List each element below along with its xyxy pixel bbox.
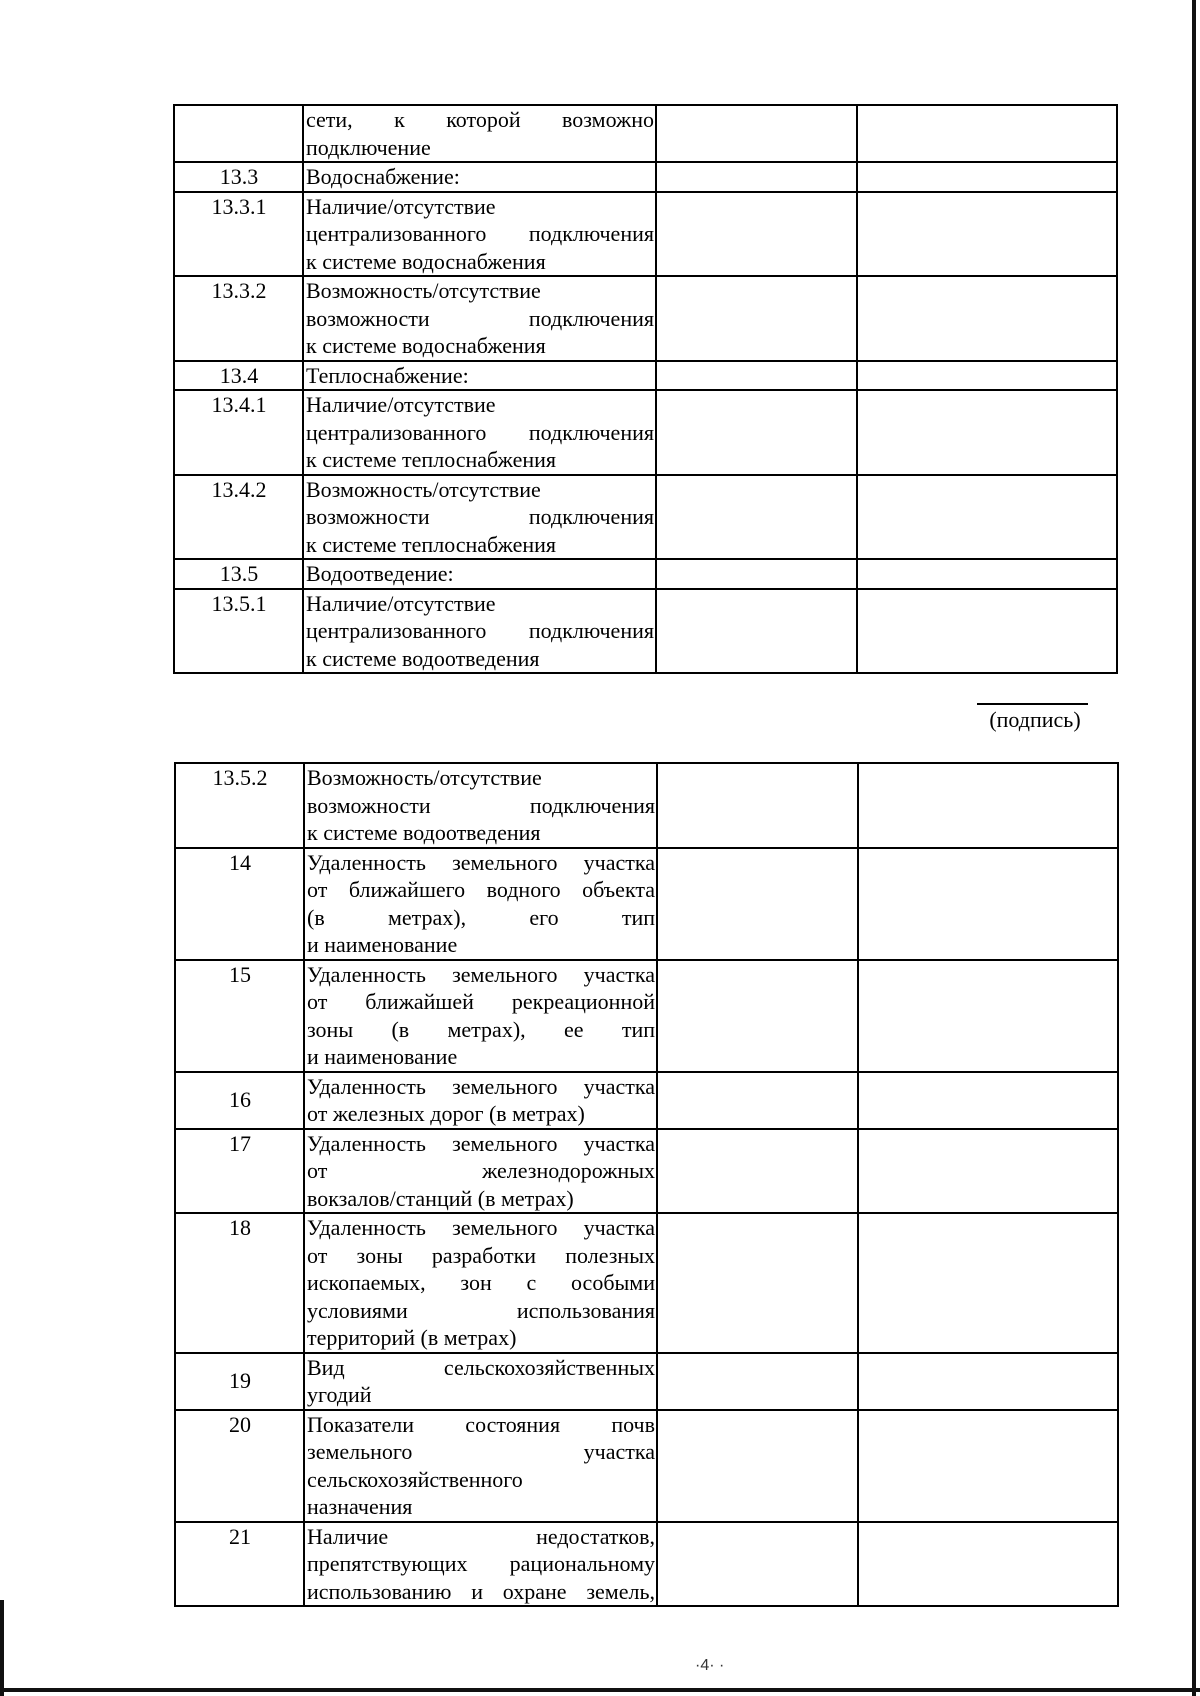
row-description [304, 1410, 657, 1522]
table-row [175, 1410, 1118, 1522]
note-cell [857, 276, 1117, 361]
value-cell [656, 105, 857, 162]
note-cell [858, 1072, 1118, 1129]
description-line: централизованного подключения [306, 419, 654, 445]
value-cell [656, 162, 857, 192]
value-cell [657, 960, 858, 1072]
table-row [175, 848, 1118, 960]
table-row [174, 390, 1117, 475]
description-line: ископаемых, зон с особыми [307, 1270, 655, 1295]
table-row [174, 276, 1117, 361]
note-cell [858, 960, 1118, 1072]
description-line: от железнодорожных [307, 1158, 655, 1183]
description-line: Возможность/отсутствие [307, 765, 542, 790]
description-line: и наименование [307, 1044, 458, 1069]
description-line: сельскохозяйственного [307, 1466, 523, 1492]
row-description [304, 1072, 657, 1129]
description-line: Наличие/отсутствие [306, 392, 496, 417]
row-number: 13.4 [174, 361, 303, 391]
signature-line [977, 703, 1088, 705]
table-row [174, 361, 1117, 391]
description-line: Наличие недостатков, [307, 1523, 655, 1549]
value-cell [657, 848, 858, 960]
row-description [304, 960, 657, 1072]
description-line: Наличие/отсутствие [306, 590, 496, 616]
table-row [174, 475, 1117, 560]
note-cell [858, 1129, 1118, 1214]
description-line: и наименование [307, 932, 458, 957]
table-row [175, 1522, 1118, 1607]
table-row [175, 763, 1118, 848]
note-cell [858, 1410, 1118, 1522]
note-cell [858, 763, 1118, 848]
value-cell [656, 361, 857, 391]
value-cell [656, 589, 857, 674]
description-line: возможности подключения [306, 305, 654, 331]
row-number: 13.3.2 [174, 276, 303, 361]
table-row [175, 1213, 1118, 1353]
description-line: назначения [307, 1494, 413, 1519]
description-line: к системе водоснабжения [306, 333, 546, 358]
row-number: 21 [175, 1522, 304, 1607]
table-row [175, 1129, 1118, 1214]
row-description [303, 589, 656, 674]
note-cell [857, 390, 1117, 475]
description-line: Возможность/отсутствие [306, 278, 541, 303]
description-line: Возможность/отсутствие [306, 476, 541, 502]
description-line: земельного участка [307, 1439, 655, 1464]
row-description [304, 1129, 657, 1214]
row-number [174, 105, 303, 162]
scan-border-right [1192, 0, 1196, 1696]
description-line: Водоотведение: [306, 561, 454, 586]
note-cell [857, 162, 1117, 192]
description-line: территорий (в метрах) [307, 1325, 517, 1350]
note-cell [858, 1522, 1118, 1607]
description-line: Показатели состояния почв [307, 1411, 655, 1437]
row-number: 13.5.1 [174, 589, 303, 674]
description-line: Вид сельскохозяйственных [307, 1354, 655, 1380]
note-cell [857, 105, 1117, 162]
row-description [303, 475, 656, 560]
row-description [303, 559, 656, 589]
note-cell [857, 589, 1117, 674]
note-cell [857, 361, 1117, 391]
description-line: от зоны разработки полезных [307, 1242, 655, 1268]
row-number: 15 [175, 960, 304, 1072]
description-line: к системе теплоснабжения [306, 447, 557, 472]
value-cell [656, 390, 857, 475]
row-description [303, 390, 656, 475]
row-number: 13.3.1 [174, 192, 303, 277]
value-cell [657, 1353, 858, 1410]
row-number: 19 [175, 1353, 304, 1410]
description-line: от железных дорог (в метрах) [307, 1101, 585, 1126]
scan-border-bottom [0, 1688, 1200, 1692]
value-cell [656, 276, 857, 361]
value-cell [657, 1410, 858, 1522]
description-line: Наличие/отсутствие [306, 193, 496, 219]
value-cell [656, 192, 857, 277]
row-description [303, 192, 656, 277]
form-table-2 [174, 762, 1119, 1607]
note-cell [858, 848, 1118, 960]
row-description [303, 361, 656, 391]
description-line: от ближайшего водного объекта [307, 877, 655, 902]
row-description [304, 1522, 657, 1607]
value-cell [657, 1072, 858, 1129]
row-description [304, 1213, 657, 1353]
row-number: 18 [175, 1213, 304, 1353]
description-line: централизованного подключения [306, 618, 654, 643]
value-cell [656, 475, 857, 560]
description-line: к системе теплоснабжения [306, 531, 557, 557]
table-row [174, 192, 1117, 277]
note-cell [857, 559, 1117, 589]
row-description [304, 1353, 657, 1410]
description-line: угодий [307, 1382, 372, 1407]
row-number: 13.5.2 [175, 763, 304, 848]
description-line: препятствующих рациональному [307, 1551, 655, 1576]
row-number: 13.4.2 [174, 475, 303, 560]
note-cell [858, 1353, 1118, 1410]
note-cell [857, 192, 1117, 277]
description-line: Удаленность земельного участка [307, 1073, 655, 1099]
page-number-mark: ·4· · [695, 1657, 725, 1674]
note-cell [857, 475, 1117, 560]
description-line: к системе водоотведения [307, 820, 541, 845]
table-row [175, 1072, 1118, 1129]
row-number: 14 [175, 848, 304, 960]
table-row [174, 162, 1117, 192]
description-line: централизованного подключения [306, 221, 654, 246]
row-description [303, 105, 656, 162]
value-cell [657, 763, 858, 848]
description-line: использованию и охране земель, [307, 1578, 655, 1604]
description-line: подключение [306, 134, 431, 160]
description-line: (в метрах), его тип [307, 904, 655, 930]
table-row [174, 105, 1117, 162]
table-row [174, 559, 1117, 589]
scan-border-left [0, 1600, 4, 1696]
description-line: от ближайшей рекреационной [307, 989, 655, 1014]
note-cell [858, 1213, 1118, 1353]
description-line: Удаленность земельного участка [307, 1130, 655, 1156]
description-line: Удаленность земельного участка [307, 849, 655, 875]
description-line: к системе водоснабжения [306, 248, 546, 274]
description-line: Теплоснабжение: [306, 362, 469, 388]
row-description [303, 276, 656, 361]
form-table-1 [173, 104, 1118, 674]
description-line: условиями использования [307, 1297, 655, 1323]
description-line: Удаленность земельного участка [307, 1215, 655, 1240]
row-description [304, 848, 657, 960]
row-number: 20 [175, 1410, 304, 1522]
value-cell [657, 1213, 858, 1353]
row-number: 13.5 [174, 559, 303, 589]
table-row [175, 1353, 1118, 1410]
description-line: возможности подключения [306, 504, 654, 529]
description-line: возможности подключения [307, 792, 655, 818]
description-line: к системе водоотведения [306, 645, 540, 671]
description-line: Водоснабжение: [306, 164, 460, 189]
table-row [174, 589, 1117, 674]
signature-label: (подпись) [989, 707, 1081, 732]
row-number: 13.4.1 [174, 390, 303, 475]
row-number: 13.3 [174, 162, 303, 192]
value-cell [656, 559, 857, 589]
table-row [175, 960, 1118, 1072]
description-line: Удаленность земельного участка [307, 961, 655, 987]
value-cell [657, 1129, 858, 1214]
value-cell [657, 1522, 858, 1607]
description-line: зоны (в метрах), ее тип [307, 1016, 655, 1042]
description-line: сети, к которой возможно [306, 107, 654, 132]
table-2-body [175, 763, 1118, 1606]
description-line: вокзалов/станций (в метрах) [307, 1185, 574, 1211]
table-1-body [174, 105, 1117, 673]
row-description [304, 763, 657, 848]
row-description [303, 162, 656, 192]
row-number: 16 [175, 1072, 304, 1129]
row-number: 17 [175, 1129, 304, 1214]
